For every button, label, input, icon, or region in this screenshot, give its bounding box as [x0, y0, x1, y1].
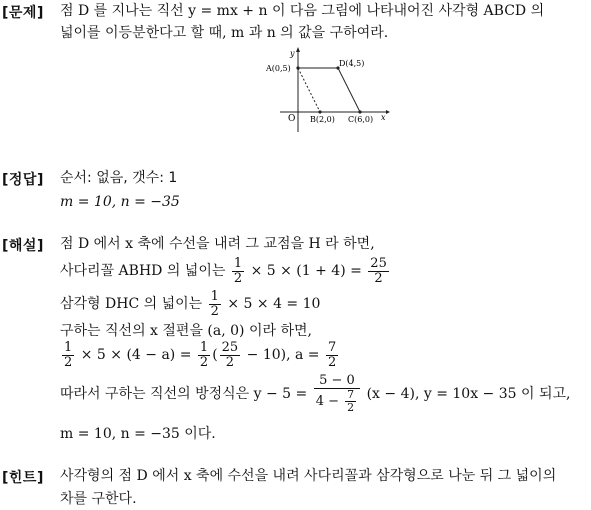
point-a-label: A(0,5) [266, 64, 291, 73]
y-axis-arrow [296, 47, 300, 52]
point-b-label: B(2,0) [310, 115, 335, 124]
fraction-slope: 5 − 0 4 − $\frac{7}{2}$ [314, 374, 360, 414]
problem-tag: [문제] [2, 5, 44, 21]
solution-line-5: $\frac{1}{2}$ × 5 × (4 − a) = $\frac{1}{2}$ ( $\frac{25}{2}$ − 10), a = $\frac{7}{2}$ [64, 339, 337, 370]
solution-line-7: m = 10, n = −35 이다. [60, 426, 216, 442]
point-c-label: C(6,0) [348, 115, 374, 124]
y-axis-label: y [290, 49, 295, 58]
answer-line-1: 순서: 없음, 갯수: 1 [60, 170, 178, 186]
side-dc [338, 68, 360, 112]
fraction-25-2: $\frac{25}{2}$ [221, 339, 239, 370]
point-c-dot [358, 110, 361, 113]
solution-line-1: 점 D 에서 x 축에 수선을 내려 그 교점을 H 라 하면, [60, 236, 375, 252]
solution-line-2: 사다리꼴 ABHD 의 넓이는 $\frac{1}{2}$ × 5 × (1 + 4) = $\frac{25}{2}$ [60, 255, 387, 286]
point-a-dot [296, 66, 299, 69]
fraction-half: $\frac{1}{2}$ [233, 255, 243, 286]
fraction-25-2: $\frac{25}{2}$ [370, 255, 387, 286]
solution-line-6: 따라서 구하는 직선의 방정식은 y − 5 = 5 − 0 4 − $\frac{7}{2}$ (x − 4), y = 10x − 35 이 되고, [60, 373, 571, 414]
quadrilateral-figure [262, 44, 392, 136]
fraction-half: $\frac{1}{2}$ [210, 288, 219, 319]
solution-line-3: 삼각형 DHC 의 넓이는 $\frac{1}{2}$ × 5 × 4 = 10 [60, 288, 321, 319]
hint-line-1: 사각형의 점 D 에서 x 축에 수선을 내려 사다리꼴과 삼각형으로 나눈 뒤 그 넓이의 [60, 468, 557, 484]
fraction-7-2: $\frac{7}{2}$ [328, 339, 337, 370]
side-ab [298, 68, 320, 112]
point-d-label: D(4,5) [339, 59, 365, 68]
hint-tag: [힌트] [2, 470, 44, 486]
problem-line-2: 넓이를 이등분한다고 할 때, m 과 n 의 값을 구하여라. [60, 25, 389, 41]
x-axis-arrow [386, 110, 390, 114]
x-axis-label: x [381, 113, 386, 122]
problem-line-1: 점 D 를 지나는 직선 y = mx + n 이 다음 그림에 나타내어진 사각형 ABCD 의 [60, 3, 545, 19]
hint-line-2: 차를 구한다. [60, 491, 137, 507]
solution-line-4: 구하는 직선의 x 절편을 (a, 0) 이라 하면, [60, 323, 312, 339]
solution-tag: [해설] [2, 238, 44, 254]
origin-label: O [288, 114, 296, 124]
fraction-half: $\frac{1}{2}$ [64, 339, 73, 370]
point-b-dot [318, 110, 321, 113]
answer-line-2: m = 10, n = −35 [60, 194, 180, 210]
answer-tag: [정답] [2, 172, 44, 188]
fraction-half: $\frac{1}{2}$ [199, 339, 209, 370]
fraction-7-2: $\frac{7}{2}$ [347, 388, 355, 414]
